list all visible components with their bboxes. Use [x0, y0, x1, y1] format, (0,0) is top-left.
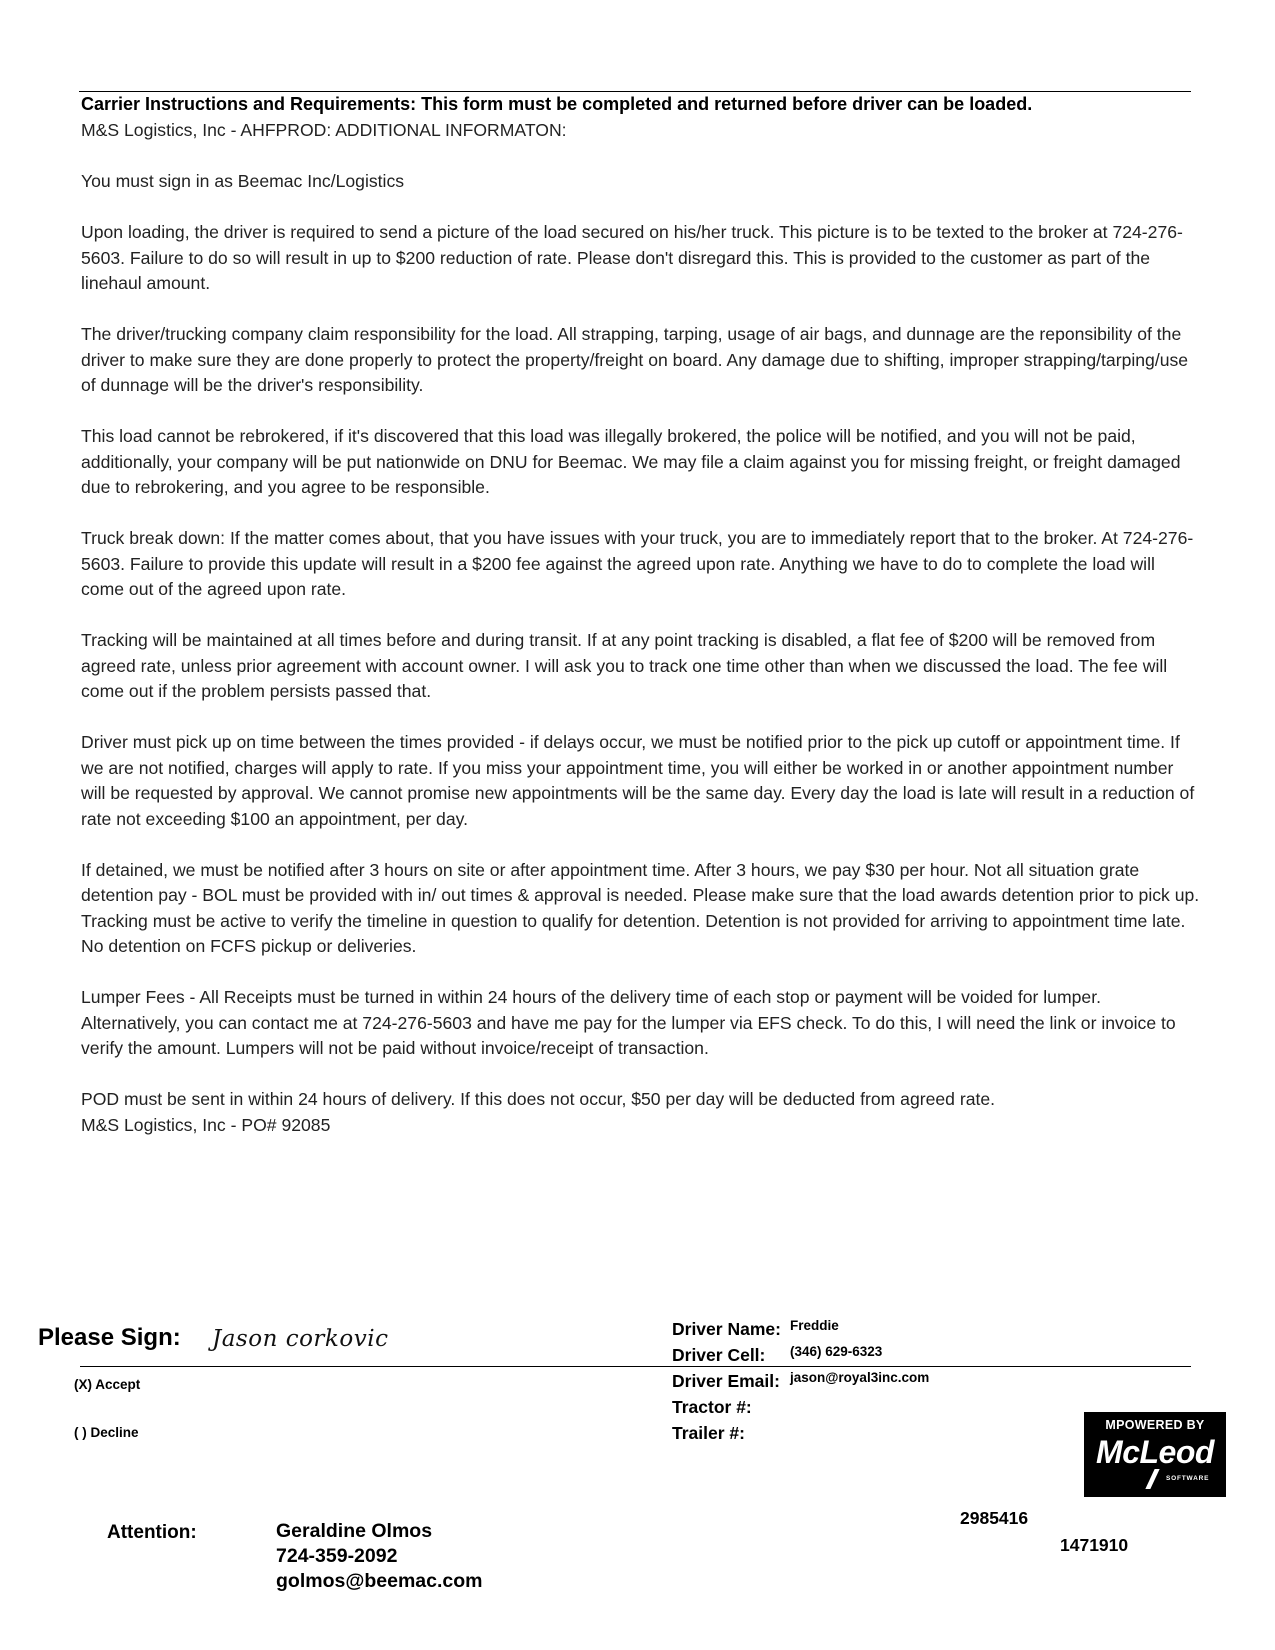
top-divider — [79, 91, 1191, 92]
rebroker-paragraph: This load cannot be rebrokered, if it's discovered that this load was illegally brokered, the police will be notified, and you will not be paid, additionally, your company will be put nationwide on DNU for Beemac. We may file a claim against you for missing freight, or freight damaged due to rebrokering, and you agree to be responsible. — [81, 426, 1181, 497]
attention-label: Attention: — [107, 1522, 197, 1543]
driver-cell-label: Driver Cell: — [672, 1345, 766, 1365]
decline-option[interactable]: ( ) Decline — [74, 1425, 139, 1440]
breakdown-paragraph: Truck break down: If the matter comes about, that you have issues with your truck, you are to immediately report that to the broker. At 724-276-5603. Failure to provide this update will result in a $200 fee against the agreed upon rate. Anything we have to do to complete the load will come out of the agreed upon rate. — [81, 528, 1194, 599]
sign-in-paragraph: You must sign in as Beemac Inc/Logistics — [81, 171, 405, 191]
trailer-label: Trailer #: — [672, 1423, 745, 1443]
reference-number: 2985416 — [960, 1508, 1029, 1528]
tractor-label: Tractor #: — [672, 1397, 752, 1417]
instructions-body — [81, 118, 1201, 1138]
attention-phone: 724-359-2092 — [276, 1545, 398, 1567]
load-number: 1471910 — [1060, 1535, 1129, 1555]
additional-info-line: M&S Logistics, Inc - AHFPROD: ADDITIONAL INFORMATON: — [81, 120, 567, 140]
please-sign-label: Please Sign: — [38, 1324, 181, 1351]
attention-email: golmos@beemac.com — [276, 1570, 483, 1592]
detention-paragraph: If detained, we must be notified after 3 hours on site or after appointment time. After 3 hours, we pay $30 per hour. Not all situation grate detention pay - BOL must be provided with in/ out times & approval is needed. Please make sure that the load awards detention prior to pick up. Tracking must be active to verify the timeline in question to qualify for detention. Detention is not provided for arriving to appointment time late. No detention on FCFS pickup or deliveries. — [81, 859, 1200, 956]
attention-name: Geraldine Olmos — [276, 1520, 433, 1542]
mcleod-logo — [1084, 1412, 1226, 1497]
signature-field[interactable]: Jason corkovic — [212, 1326, 389, 1352]
tracking-paragraph: Tracking will be maintained at all times before and during transit. If at any point tracking is disabled, a flat fee of $200 will be removed from agreed rate, unless prior agreement with account owner. I will ask you to track one time other than when we discussed the load. The fee will come out if the problem persists passed that. — [81, 630, 1168, 701]
po-line: M&S Logistics, Inc - PO# 92085 — [81, 1114, 331, 1135]
driver-email-label: Driver Email: — [672, 1371, 780, 1391]
driver-email-value[interactable]: jason@royal3inc.com — [790, 1370, 930, 1385]
driver-name-label: Driver Name: — [672, 1319, 781, 1339]
accept-option[interactable]: (X) Accept — [74, 1377, 141, 1392]
picture-paragraph: Upon loading, the driver is required to send a picture of the load secured on his/her truck. This picture is to be texted to the broker at 724-276-5603. Failure to do so will result in up to $200 reduction of rate. Please don't disregard this. This is provided to the customer as part of the linehaul amount. — [81, 222, 1183, 293]
form-heading: Carrier Instructions and Requirements: This form must be completed and returned before driver can be loaded. — [81, 94, 1033, 114]
driver-cell-value[interactable]: (346) 629-6323 — [790, 1344, 883, 1359]
signature-line — [80, 1366, 1191, 1367]
lumper-paragraph: Lumper Fees - All Receipts must be turned in within 24 hours of the delivery time of each stop or payment will be voided for lumper. Alternatively, you can contact me at 724-276-5603 and have me pay for the lumper via EFS check. To do this, I will need the link or invoice to verify the amount. Lumpers will not be paid without invoice/receipt of transaction. — [81, 987, 1176, 1058]
driver-name-value[interactable]: Freddie — [790, 1318, 839, 1333]
pickup-paragraph: Driver must pick up on time between the times provided - if delays occur, we must be notified prior to the pick up cutoff or appointment time. If we are not notified, charges will apply to rate. If you miss your appointment time, you will either be worked in or another appointment number will be requested by approval. We cannot promise new appointments will be the same day. Every day the load is late will result in a reduction of rate not exceeding $100 an appointment, per day. — [81, 732, 1195, 829]
pod-paragraph: POD must be sent in within 24 hours of delivery. If this does not occur, $50 per day will be deducted from agreed rate. — [81, 1089, 996, 1109]
mcleod-brand-text: McLeod — [1096, 1434, 1214, 1470]
responsibility-paragraph: The driver/trucking company claim responsibility for the load. All strapping, tarping, usage of air bags, and dunnage are the reponsibility of the driver to make sure they are done properly to protect the property/freight on board. Any damage due to shifting, improper strapping/tarping/use of dunnage will be the driver's responsibility. — [81, 324, 1189, 395]
logo-slash-mark — [1145, 1469, 1159, 1489]
software-text: SOFTWARE — [1166, 1475, 1210, 1482]
powered-by-text: MPOWERED BY — [1105, 1418, 1205, 1432]
